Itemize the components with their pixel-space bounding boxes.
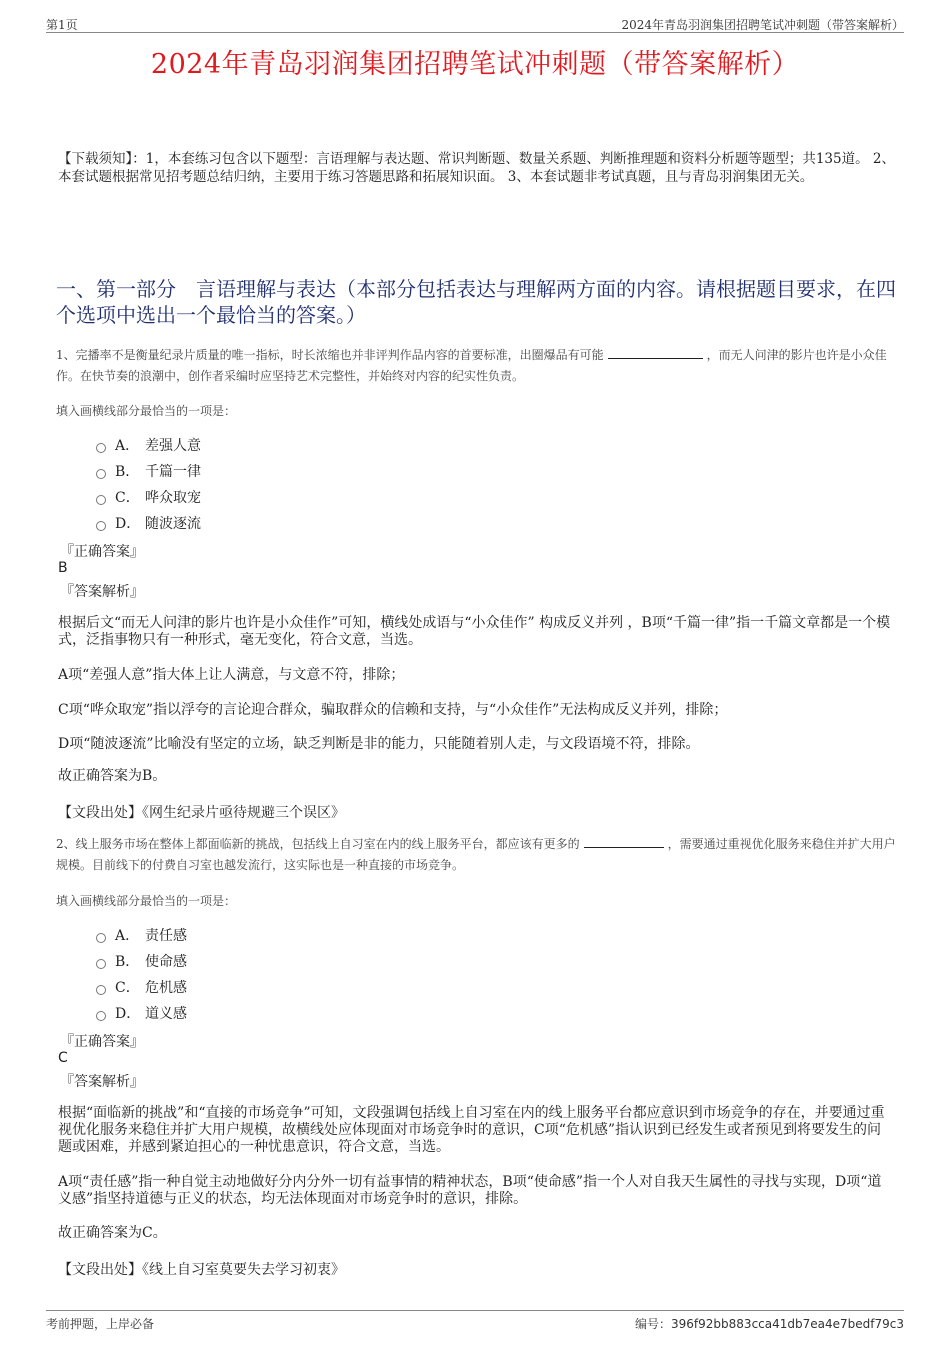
radio-icon[interactable] — [96, 933, 106, 943]
footer-code: 编号：396f92bb883cca41db7ea4e7bedf79c3 — [635, 1317, 904, 1331]
question-2-options — [96, 922, 187, 1026]
source-citation: 【文段出处】《网生纪录片亟待规避三个误区》 — [58, 805, 345, 821]
correct-answer-label: 『正确答案』 — [60, 1034, 144, 1050]
option-a[interactable]: A． 责任感 — [96, 922, 187, 948]
analysis-paragraph: A项“责任感”指一种自觉主动地做好分内分外一切有益事情的精神状态，B项“使命感”指一个人对自我天生属性的寻找与实现，D项“道义感”指坚持道德与正义的状态，均无法体现面对市场竞争时的意识，排除。 — [58, 1174, 882, 1207]
option-b[interactable]: B． 使命感 — [96, 948, 187, 974]
analysis-paragraph: A项“差强人意”指大体上让人满意，与文意不符，排除； — [58, 667, 405, 683]
option-d[interactable]: D． 道义感 — [96, 1000, 187, 1026]
page-number: 第1页 — [46, 18, 78, 32]
analysis-paragraph: 根据后文“而无人问津的影片也许是小众佳作”可知，横线处成语与“小众佳作” 构成反义并列 ，B项“千篇一律”指一千篇文章都是一个模式，泛指事物只有一种形式，毫无变化，符合文意，当选。 — [58, 615, 891, 648]
radio-icon[interactable] — [96, 521, 106, 531]
analysis-paragraph: C项“哗众取宠”指以浮夸的言论迎合群众，骗取群众的信赖和支持，与“小众佳作”无法构成反义并列，排除； — [58, 702, 728, 718]
correct-answer-value: B — [58, 560, 68, 576]
option-c[interactable]: C． 哗众取宠 — [96, 484, 201, 510]
correct-answer-value: C — [58, 1050, 68, 1066]
page-footer — [46, 1310, 904, 1331]
analysis-label: 『答案解析』 — [60, 1074, 144, 1090]
question-1-options — [96, 432, 201, 536]
source-citation: 【文段出处】《线上自习室莫要失去学习初衷》 — [58, 1262, 345, 1278]
cutoff-text-line — [56, 1296, 896, 1302]
radio-icon[interactable] — [96, 985, 106, 995]
analysis-paragraph: 根据“面临新的挑战”和“直接的市场竞争”可知，文段强调包括线上自习室在内的线上服务平台都应意识到市场竞争的存在，并要通过重视优化服务来稳住并扩大用户规模，故横线处应体现面对市场竞争时的意识，C项“危机感”指认识到已经发生或者预见到将要发生的问题或困难，并感到紧迫担心的一种忧患意识，符合文意，当选。 — [58, 1105, 885, 1155]
question-2-stem: 2、线上服务市场在整体上都面临新的挑战，包括线上自习室在内的线上服务平台，都应该有更多的 ，需要通过重视优化服务来稳住并扩大用户规模。目前线下的付费自习室也越发流行，这实际也是一种直接的市场竞争。 — [56, 837, 896, 872]
download-notice: 【下载须知】：1，本套练习包含以下题型：言语理解与表达题、常识判断题、数量关系题、判断推理题和资料分析题等题型；共135道。 2、本套试题根据常见招考题总结归纳，主要用于练习答题思路和拓展知识面。 3、本套试题非考试真题，且与青岛羽润集团无关。 — [58, 151, 895, 185]
question-1-prompt: 填入画横线部分最恰当的一项是： — [56, 404, 237, 418]
question-2-prompt: 填入画横线部分最恰当的一项是： — [56, 894, 237, 908]
radio-icon[interactable] — [96, 495, 106, 505]
option-a[interactable]: A． 差强人意 — [96, 432, 201, 458]
analysis-paragraph: D项“随波逐流”比喻没有坚定的立场，缺乏判断是非的能力，只能随着别人走，与文段语境不符，排除。 — [58, 736, 700, 752]
option-d[interactable]: D． 随波逐流 — [96, 510, 201, 536]
radio-icon[interactable] — [96, 443, 106, 453]
analysis-label: 『答案解析』 — [60, 584, 144, 600]
answer-blank — [584, 835, 664, 848]
option-c[interactable]: C． 危机感 — [96, 974, 187, 1000]
page-title: 2024年青岛羽润集团招聘笔试冲刺题（带答案解析） — [150, 49, 800, 80]
radio-icon[interactable] — [96, 469, 106, 479]
footer-slogan: 考前押题，上岸必备 — [46, 1317, 155, 1331]
answer-blank — [608, 346, 703, 359]
analysis-conclusion: 故正确答案为B。 — [58, 768, 167, 784]
question-1-stem: 1、完播率不是衡量纪录片质量的唯一指标，时长浓缩也并非评判作品内容的首要标准，出圈爆品有可能 ，而无人问津的影片也许是小众佳作。在快节奏的浪潮中，创作者采编时应坚持艺术完整性，并始终对内容的纪实性负责。 — [56, 348, 887, 383]
option-b[interactable]: B． 千篇一律 — [96, 458, 201, 484]
section-heading: 一、第一部分 言语理解与表达（本部分包括表达与理解两方面的内容。请根据题目要求，在四个选项中选出一个最恰当的答案。） — [56, 277, 896, 327]
header-doc-title: 2024年青岛羽润集团招聘笔试冲刺题（带答案解析） — [621, 18, 904, 32]
correct-answer-label: 『正确答案』 — [60, 544, 144, 560]
page-header — [46, 14, 904, 33]
analysis-conclusion: 故正确答案为C。 — [58, 1225, 167, 1241]
radio-icon[interactable] — [96, 1011, 106, 1021]
radio-icon[interactable] — [96, 959, 106, 969]
